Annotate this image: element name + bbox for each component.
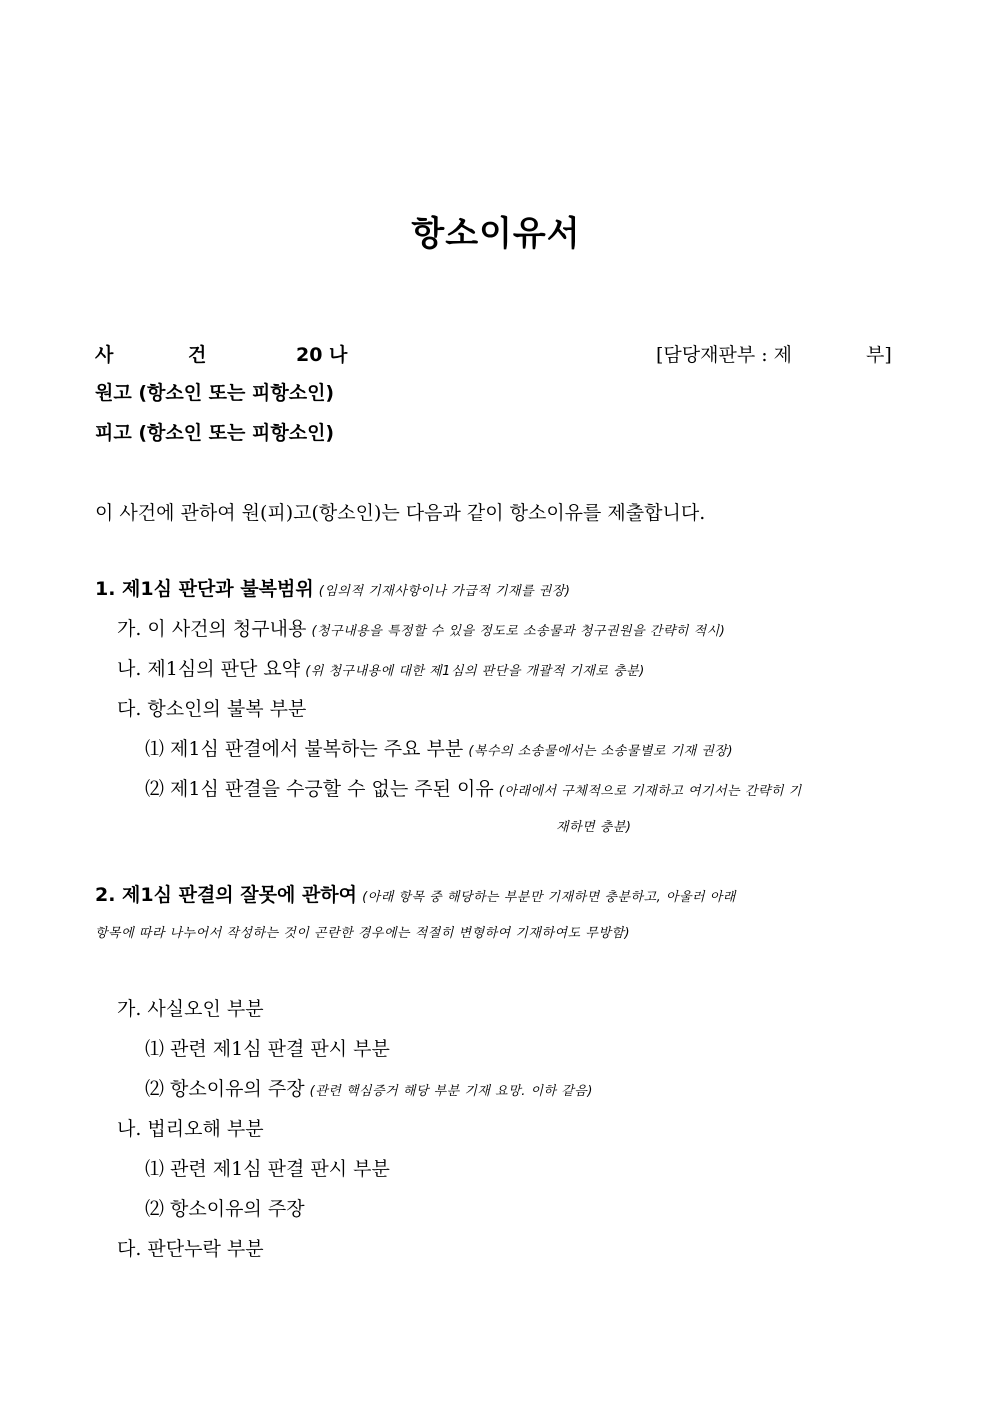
section1-item-c-label: 다. 항소인의 불복 부분: [117, 698, 307, 720]
defendant-line: 피고 (항소인 또는 피항소인): [95, 422, 335, 444]
section2-heading-line: [95, 880, 736, 907]
section2-heading: 2. 제1심 판결의 잘못에 관하여: [95, 884, 358, 906]
intro-sentence: 이 사건에 관하여 원(피)고(항소인)는 다음과 같이 항소이유를 제출합니다.: [95, 502, 706, 524]
section1-heading-line: [95, 574, 570, 601]
section1-subitem-1: [145, 734, 733, 761]
page-title: 항소이유서: [411, 214, 581, 254]
section1-subitem-2-label: ⑵ 제1심 판결을 수긍할 수 없는 주된 이유: [145, 778, 494, 800]
section1-subitem-2-note: (아래에서 구체적으로 기재하고 여기서는 간략히 기: [498, 784, 802, 799]
section1-subitem-2-note-cont: 재하면 충분): [556, 820, 632, 835]
section1-item-b: [117, 654, 645, 681]
section2-a-sub2: ⑵ 항소이유의 주장: [145, 1078, 305, 1100]
section2-note-line2: 항목에 따라 나누어서 작성하는 것이 곤란한 경우에는 적절히 변형하여 기재하여도 무방함): [95, 926, 631, 941]
section1-note: (임의적 기재사항이나 가급적 기재를 권장): [318, 584, 571, 599]
section1-item-a-note: (청구내용을 특정할 수 있을 정도로 소송물과 청구권원을 간략히 적시): [311, 624, 726, 639]
court-label: [담당재판부 : 제: [656, 344, 793, 366]
section2-a-label: 가. 사실오인 부분: [117, 998, 264, 1020]
section1-subitem-1-note: (복수의 소송물에서는 소송물별로 기재 권장): [468, 744, 734, 759]
section1-subitem-2: [145, 774, 802, 801]
case-label-geon: 건: [188, 344, 207, 366]
section2-a-sub2-line: [145, 1074, 593, 1101]
section1-item-a: [117, 614, 725, 641]
court-label-end: 부]: [866, 344, 892, 366]
section1-subitem-1-label: ⑴ 제1심 판결에서 불복하는 주요 부분: [145, 738, 464, 760]
section1-item-c: [117, 694, 306, 721]
section1-item-b-label: 나. 제1심의 판단 요약: [117, 658, 301, 680]
section2-b-sub2: ⑵ 항소이유의 주장: [145, 1198, 305, 1220]
section2-note: (아래 항목 중 해당하는 부분만 기재하면 충분하고, 아울러 아래: [362, 890, 736, 905]
plaintiff-line: 원고 (항소인 또는 피항소인): [95, 382, 335, 404]
section2-a-sub1: ⑴ 관련 제1심 판결 판시 부분: [145, 1038, 390, 1060]
case-label-sa: 사: [95, 344, 114, 366]
section1-heading: 1. 제1심 판단과 불복범위: [95, 578, 314, 600]
section2-a-sub2-note: (관련 핵심증거 해당 부분 기재 요망. 이하 같음): [309, 1084, 593, 1099]
case-number: 20 나: [296, 344, 348, 366]
section2-b-label: 나. 법리오해 부분: [117, 1118, 264, 1140]
section1-item-a-label: 가. 이 사건의 청구내용: [117, 618, 307, 640]
section2-c-label: 다. 판단누락 부분: [117, 1238, 264, 1260]
section2-b-sub1: ⑴ 관련 제1심 판결 판시 부분: [145, 1158, 390, 1180]
section1-item-b-note: (위 청구내용에 대한 제1심의 판단을 개괄적 기재로 충분): [305, 664, 645, 679]
